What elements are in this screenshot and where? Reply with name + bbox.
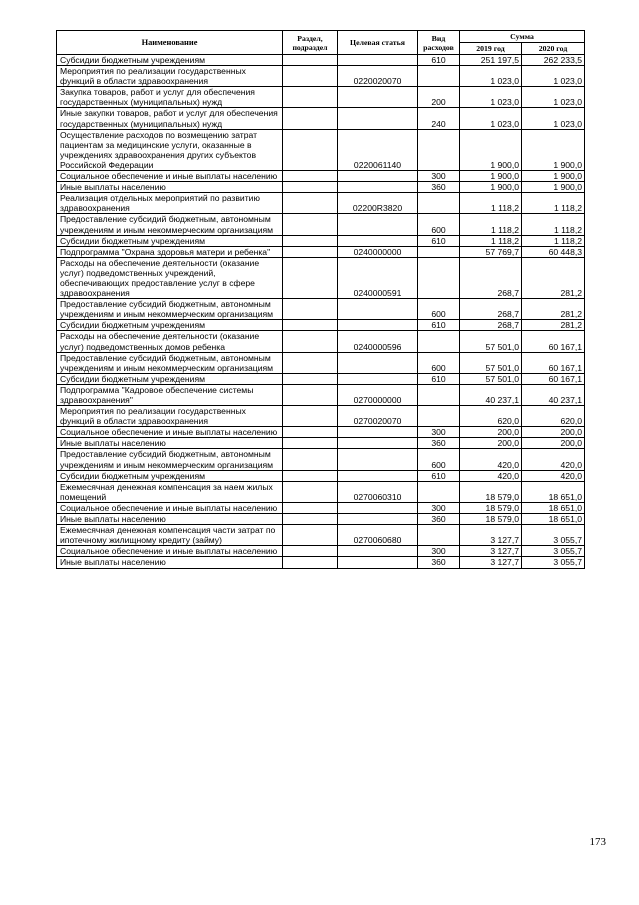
cell-expense-kind (418, 193, 460, 214)
table-row (57, 406, 585, 427)
cell-name: Реализация отдельных мероприятий по развитию здравоохранения (57, 193, 283, 214)
cell-sum-2019: 1 118,2 (460, 235, 522, 246)
cell-section (283, 438, 338, 449)
cell-section (283, 373, 338, 384)
table-row (57, 557, 585, 568)
cell-sum-2019: 57 501,0 (460, 373, 522, 384)
cell-sum-2020: 1 023,0 (522, 108, 585, 129)
table-row (57, 352, 585, 373)
cell-name: Субсидии бюджетным учреждениям (57, 235, 283, 246)
cell-target-article: 0220020070 (338, 66, 418, 87)
cell-name: Закупка товаров, работ и услуг для обеспечения государственных (муниципальных) нужд (57, 87, 283, 108)
cell-expense-kind: 610 (418, 373, 460, 384)
cell-sum-2020: 18 651,0 (522, 502, 585, 513)
cell-sum-2019: 200,0 (460, 427, 522, 438)
cell-expense-kind: 300 (418, 171, 460, 182)
cell-section (283, 331, 338, 352)
cell-section (283, 481, 338, 502)
table-row (57, 481, 585, 502)
cell-name: Подпрограмма "Кадровое обеспечение системы здравоохранения" (57, 384, 283, 405)
cell-sum-2019: 18 579,0 (460, 514, 522, 525)
cell-target-article: 0220061140 (338, 129, 418, 170)
cell-name: Иные выплаты населению (57, 438, 283, 449)
table-row (57, 320, 585, 331)
cell-sum-2020: 60 448,3 (522, 246, 585, 257)
table-row (57, 55, 585, 66)
cell-target-article (338, 546, 418, 557)
header-year-2019: 2019 год (460, 43, 522, 55)
cell-expense-kind: 240 (418, 108, 460, 129)
cell-name: Иные выплаты населению (57, 557, 283, 568)
table-row (57, 470, 585, 481)
cell-section (283, 352, 338, 373)
cell-sum-2019: 18 579,0 (460, 481, 522, 502)
table-row (57, 514, 585, 525)
cell-name: Предоставление субсидий бюджетным, автономным учреждениям и иным некоммерческим организациям (57, 299, 283, 320)
cell-section (283, 546, 338, 557)
cell-sum-2020: 1 900,0 (522, 129, 585, 170)
cell-name: Субсидии бюджетным учреждениям (57, 373, 283, 384)
cell-target-article (338, 449, 418, 470)
cell-sum-2020: 420,0 (522, 449, 585, 470)
table-row (57, 331, 585, 352)
cell-target-article: 0270000000 (338, 384, 418, 405)
cell-name: Иные закупки товаров, работ и услуг для обеспечения государственных (муниципальных) нужд (57, 108, 283, 129)
cell-expense-kind (418, 525, 460, 546)
cell-expense-kind: 600 (418, 449, 460, 470)
cell-sum-2019: 3 127,7 (460, 546, 522, 557)
cell-target-article: 0240000596 (338, 331, 418, 352)
cell-section (283, 246, 338, 257)
cell-name: Социальное обеспечение и иные выплаты населению (57, 546, 283, 557)
cell-sum-2019: 1 023,0 (460, 87, 522, 108)
cell-target-article: 0270060310 (338, 481, 418, 502)
table-row (57, 171, 585, 182)
table-row (57, 449, 585, 470)
cell-expense-kind: 360 (418, 514, 460, 525)
cell-sum-2019: 57 501,0 (460, 331, 522, 352)
table-row (57, 299, 585, 320)
cell-name: Иные выплаты населению (57, 514, 283, 525)
cell-section (283, 182, 338, 193)
cell-name: Субсидии бюджетным учреждениям (57, 470, 283, 481)
cell-section (283, 320, 338, 331)
cell-sum-2019: 18 579,0 (460, 502, 522, 513)
cell-sum-2020: 18 651,0 (522, 514, 585, 525)
cell-name: Мероприятия по реализации государственных функций в области здравоохранения (57, 406, 283, 427)
cell-target-article (338, 214, 418, 235)
table-row (57, 257, 585, 298)
page-number: 173 (589, 836, 606, 848)
cell-sum-2019: 1 023,0 (460, 108, 522, 129)
cell-target-article (338, 235, 418, 246)
cell-target-article: 0270020070 (338, 406, 418, 427)
header-target: Целевая статья (338, 31, 418, 55)
cell-expense-kind: 600 (418, 352, 460, 373)
cell-target-article (338, 87, 418, 108)
cell-expense-kind: 360 (418, 438, 460, 449)
cell-target-article: 02200R3820 (338, 193, 418, 214)
cell-sum-2020: 60 167,1 (522, 373, 585, 384)
cell-target-article (338, 55, 418, 66)
cell-name: Социальное обеспечение и иные выплаты населению (57, 427, 283, 438)
cell-expense-kind: 300 (418, 502, 460, 513)
table-row (57, 373, 585, 384)
cell-section (283, 193, 338, 214)
cell-expense-kind: 360 (418, 182, 460, 193)
cell-sum-2019: 1 900,0 (460, 171, 522, 182)
cell-target-article (338, 171, 418, 182)
cell-sum-2020: 1 118,2 (522, 214, 585, 235)
cell-section (283, 514, 338, 525)
cell-sum-2020: 200,0 (522, 438, 585, 449)
cell-sum-2020: 3 055,7 (522, 546, 585, 557)
cell-section (283, 299, 338, 320)
cell-section (283, 557, 338, 568)
cell-sum-2020: 281,2 (522, 320, 585, 331)
table-row (57, 129, 585, 170)
cell-expense-kind (418, 406, 460, 427)
cell-sum-2019: 57 769,7 (460, 246, 522, 257)
cell-name: Осуществление расходов по возмещению затрат пациентам за медицинские услуги, оказанные в учреждениях здравоохранения других субъектов Российской Федерации (57, 129, 283, 170)
cell-section (283, 108, 338, 129)
cell-section (283, 525, 338, 546)
cell-sum-2019: 1 900,0 (460, 129, 522, 170)
table-row (57, 87, 585, 108)
table-body (57, 55, 585, 569)
cell-expense-kind: 610 (418, 470, 460, 481)
table-row (57, 502, 585, 513)
cell-sum-2019: 268,7 (460, 320, 522, 331)
cell-expense-kind (418, 481, 460, 502)
cell-name: Ежемесячная денежная компенсация за наем жилых помещений (57, 481, 283, 502)
cell-target-article (338, 299, 418, 320)
table-row (57, 235, 585, 246)
cell-name: Предоставление субсидий бюджетным, автономным учреждениям и иным некоммерческим организациям (57, 214, 283, 235)
cell-target-article (338, 514, 418, 525)
cell-sum-2020: 60 167,1 (522, 352, 585, 373)
cell-name: Социальное обеспечение и иные выплаты населению (57, 502, 283, 513)
cell-name: Иные выплаты населению (57, 182, 283, 193)
cell-expense-kind: 610 (418, 320, 460, 331)
table-row (57, 438, 585, 449)
cell-sum-2019: 40 237,1 (460, 384, 522, 405)
cell-sum-2020: 60 167,1 (522, 331, 585, 352)
cell-target-article (338, 427, 418, 438)
cell-sum-2020: 620,0 (522, 406, 585, 427)
cell-target-article (338, 438, 418, 449)
cell-name: Ежемесячная денежная компенсация части затрат по ипотечному жилищному кредиту (займу) (57, 525, 283, 546)
cell-section (283, 129, 338, 170)
cell-name: Субсидии бюджетным учреждениям (57, 55, 283, 66)
cell-sum-2020: 1 118,2 (522, 193, 585, 214)
cell-target-article: 0270060680 (338, 525, 418, 546)
table-row (57, 427, 585, 438)
table-row (57, 182, 585, 193)
table-row (57, 384, 585, 405)
cell-sum-2020: 3 055,7 (522, 525, 585, 546)
cell-target-article (338, 108, 418, 129)
cell-sum-2020: 1 118,2 (522, 235, 585, 246)
cell-expense-kind: 600 (418, 299, 460, 320)
cell-sum-2020: 40 237,1 (522, 384, 585, 405)
cell-sum-2019: 1 118,2 (460, 193, 522, 214)
cell-sum-2019: 420,0 (460, 449, 522, 470)
cell-expense-kind: 300 (418, 546, 460, 557)
cell-name: Подпрограмма "Охрана здоровья матери и ребенка" (57, 246, 283, 257)
cell-sum-2020: 262 233,5 (522, 55, 585, 66)
cell-sum-2020: 18 651,0 (522, 481, 585, 502)
cell-section (283, 470, 338, 481)
cell-expense-kind (418, 257, 460, 298)
cell-name: Предоставление субсидий бюджетным, автономным учреждениям и иным некоммерческим организациям (57, 352, 283, 373)
cell-expense-kind (418, 129, 460, 170)
table-row (57, 214, 585, 235)
cell-sum-2019: 1 118,2 (460, 214, 522, 235)
cell-name: Расходы на обеспечение деятельности (оказание услуг) подведомственных домов ребенка (57, 331, 283, 352)
table-row (57, 525, 585, 546)
cell-section (283, 171, 338, 182)
cell-sum-2019: 251 197,5 (460, 55, 522, 66)
cell-section (283, 214, 338, 235)
cell-sum-2020: 200,0 (522, 427, 585, 438)
cell-sum-2020: 281,2 (522, 257, 585, 298)
cell-sum-2019: 420,0 (460, 470, 522, 481)
cell-expense-kind: 200 (418, 87, 460, 108)
cell-sum-2019: 200,0 (460, 438, 522, 449)
table-row (57, 66, 585, 87)
cell-sum-2020: 1 023,0 (522, 87, 585, 108)
cell-target-article (338, 320, 418, 331)
cell-target-article (338, 352, 418, 373)
cell-sum-2020: 1 900,0 (522, 182, 585, 193)
cell-section (283, 384, 338, 405)
cell-section (283, 427, 338, 438)
cell-sum-2020: 3 055,7 (522, 557, 585, 568)
cell-sum-2019: 57 501,0 (460, 352, 522, 373)
header-section: Раздел, подраздел (283, 31, 338, 55)
cell-target-article: 0240000000 (338, 246, 418, 257)
header-kind: Вид расходов (418, 31, 460, 55)
cell-sum-2019: 3 127,7 (460, 525, 522, 546)
cell-name: Субсидии бюджетным учреждениям (57, 320, 283, 331)
cell-sum-2019: 1 023,0 (460, 66, 522, 87)
cell-sum-2019: 268,7 (460, 299, 522, 320)
cell-sum-2019: 3 127,7 (460, 557, 522, 568)
table-row (57, 193, 585, 214)
cell-expense-kind: 610 (418, 55, 460, 66)
table-row (57, 108, 585, 129)
cell-target-article: 0240000591 (338, 257, 418, 298)
cell-sum-2020: 1 900,0 (522, 171, 585, 182)
cell-section (283, 406, 338, 427)
cell-expense-kind (418, 66, 460, 87)
cell-expense-kind (418, 384, 460, 405)
header-sum: Сумма (460, 31, 585, 43)
cell-name: Расходы на обеспечение деятельности (оказание услуг) подведомственных учреждений, обеспечивающих предоставление услуг в сфере здравоохранения (57, 257, 283, 298)
cell-name: Социальное обеспечение и иные выплаты населению (57, 171, 283, 182)
cell-section (283, 235, 338, 246)
cell-expense-kind (418, 331, 460, 352)
cell-sum-2020: 420,0 (522, 470, 585, 481)
cell-target-article (338, 373, 418, 384)
cell-name: Мероприятия по реализации государственных функций в области здравоохранения (57, 66, 283, 87)
cell-sum-2019: 620,0 (460, 406, 522, 427)
cell-expense-kind: 360 (418, 557, 460, 568)
cell-sum-2019: 268,7 (460, 257, 522, 298)
cell-target-article (338, 470, 418, 481)
cell-expense-kind: 300 (418, 427, 460, 438)
cell-expense-kind (418, 246, 460, 257)
cell-section (283, 502, 338, 513)
cell-target-article (338, 557, 418, 568)
cell-sum-2020: 281,2 (522, 299, 585, 320)
cell-section (283, 257, 338, 298)
cell-sum-2020: 1 023,0 (522, 66, 585, 87)
cell-name: Предоставление субсидий бюджетным, автономным учреждениям и иным некоммерческим организациям (57, 449, 283, 470)
budget-table (56, 30, 585, 569)
cell-section (283, 55, 338, 66)
cell-sum-2019: 1 900,0 (460, 182, 522, 193)
cell-expense-kind: 610 (418, 235, 460, 246)
cell-target-article (338, 502, 418, 513)
header-year-2020: 2020 год (522, 43, 585, 55)
cell-target-article (338, 182, 418, 193)
cell-section (283, 449, 338, 470)
cell-expense-kind: 600 (418, 214, 460, 235)
cell-section (283, 87, 338, 108)
table-row (57, 246, 585, 257)
header-name: Наименование (57, 31, 283, 55)
cell-section (283, 66, 338, 87)
table-row (57, 546, 585, 557)
